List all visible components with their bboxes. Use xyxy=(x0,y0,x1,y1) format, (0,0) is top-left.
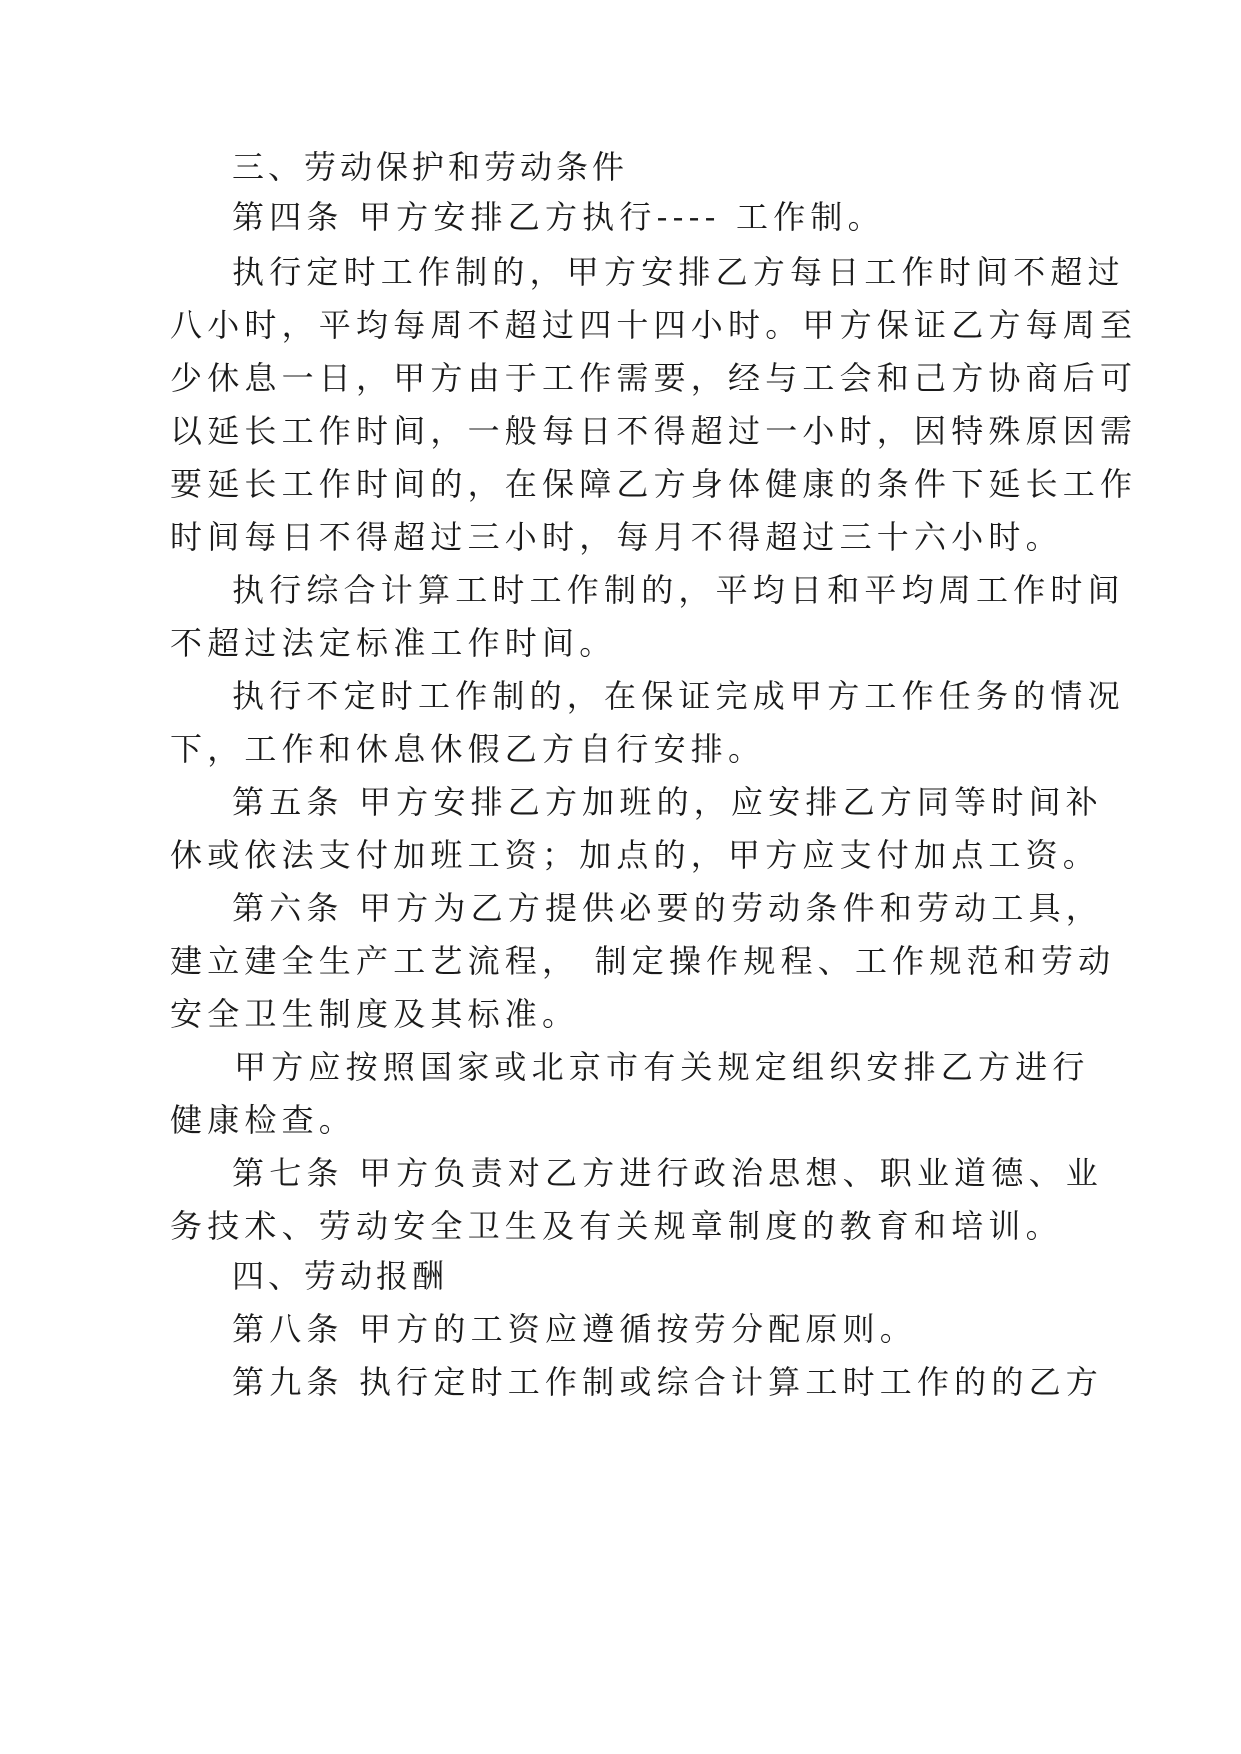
paragraph-line: 时间每日不得超过三小时，每月不得超过三十六小时。 xyxy=(170,518,1063,556)
paragraph-line: 务技术、劳动安全卫生及有关规章制度的教育和培训。 xyxy=(170,1207,1063,1245)
section-heading-labor-protection: 三、劳动保护和劳动条件 xyxy=(232,148,629,186)
section-heading-remuneration: 四、劳动报酬 xyxy=(232,1257,449,1295)
paragraph-line: 执行定时工作制的，甲方安排乙方每日工作时间不超过 xyxy=(232,253,1125,291)
article-4-line: 第四条 甲方安排乙方执行---- 工作制。 xyxy=(232,198,885,236)
paragraph-line: 执行不定时工作制的，在保证完成甲方工作任务的情况 xyxy=(232,677,1125,715)
paragraph-line: 少休息一日，甲方由于工作需要，经与工会和己方协商后可 xyxy=(170,359,1138,397)
article-8-line: 第八条 甲方的工资应遵循按劳分配原则。 xyxy=(232,1310,917,1348)
article-7-line: 第七条 甲方负责对乙方进行政治思想、职业道德、业 xyxy=(232,1154,1103,1192)
paragraph-line: 安全卫生制度及其标准。 xyxy=(170,995,580,1033)
paragraph-line: 以延长工作时间，一般每日不得超过一小时，因特殊原因需 xyxy=(170,412,1138,450)
article-6-line: 第六条 甲方为乙方提供必要的劳动条件和劳动工具， xyxy=(232,889,1103,927)
paragraph-line: 下，工作和休息休假乙方自行安排。 xyxy=(170,730,766,768)
paragraph-line: 健康检查。 xyxy=(170,1101,357,1139)
paragraph-line: 甲方应按照国家或北京市有关规定组织安排乙方进行 xyxy=(234,1048,1090,1086)
paragraph-line: 要延长工作时间的，在保障乙方身体健康的条件下延长工作 xyxy=(170,465,1138,503)
paragraph-line: 休或依法支付加班工资；加点的，甲方应支付加点工资。 xyxy=(170,836,1101,874)
paragraph-line: 八小时，平均每周不超过四十四小时。甲方保证乙方每周至 xyxy=(170,306,1138,344)
paragraph-line: 建立建全生产工艺流程， 制定操作规程、工作规范和劳动 xyxy=(170,942,1116,980)
paragraph-line: 执行综合计算工时工作制的，平均日和平均周工作时间 xyxy=(232,571,1125,609)
article-5-line: 第五条 甲方安排乙方加班的，应安排乙方同等时间补 xyxy=(232,783,1103,821)
paragraph-line: 不超过法定标准工作时间。 xyxy=(170,624,617,662)
article-9-line: 第九条 执行定时工作制或综合计算工时工作的的乙方 xyxy=(232,1363,1103,1401)
